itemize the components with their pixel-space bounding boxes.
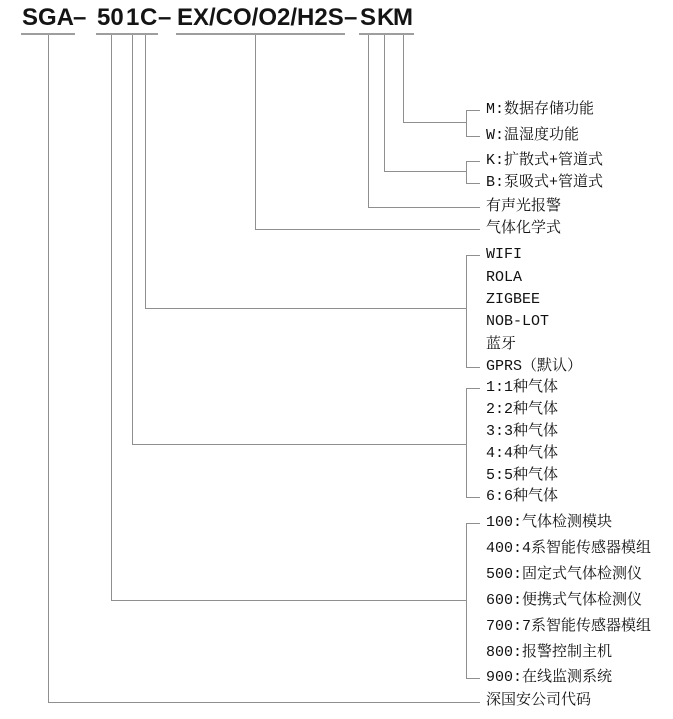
bracket-series-spine — [466, 523, 467, 678]
code-segment-storage: M — [392, 6, 414, 35]
connector-alarm-line — [368, 207, 480, 208]
bracket-comm-stub-top — [466, 255, 480, 256]
label-series-400: 400:4系智能传感器模组 — [486, 540, 652, 557]
label-series-900: 900:在线监测系统 — [486, 669, 613, 686]
code-segment-sampling: K — [376, 6, 395, 35]
code-segment-gas-formula: EX/CO/O2/H2S — [176, 6, 345, 35]
bracket-series-stub-bottom — [466, 678, 480, 679]
code-separator-2: – — [158, 4, 172, 31]
code-segment-alarm: S — [359, 6, 377, 35]
label-comm-gprs: GPRS（默认） — [486, 358, 583, 375]
label-storage-m: M:数据存储功能 — [486, 101, 595, 118]
bracket-sampling-stub-top — [466, 161, 480, 162]
connector-series-vertical — [111, 35, 112, 600]
label-series-600: 600:便携式气体检测仪 — [486, 592, 643, 609]
label-series-100: 100:气体检测模块 — [486, 514, 613, 531]
bracket-storage-spine — [466, 110, 467, 137]
label-comm-zigbee: ZIGBEE — [486, 291, 541, 308]
connector-comm-vertical — [145, 35, 146, 308]
connector-company-vertical — [48, 35, 49, 703]
connector-series-feed — [111, 600, 466, 601]
code-segment-gas-count: 1 — [125, 6, 140, 35]
bracket-sampling-spine — [466, 161, 467, 184]
label-comm-nob-lot: NOB-LOT — [486, 313, 550, 330]
connector-comm-feed — [145, 308, 466, 309]
code-segment-company: SGA — [21, 6, 75, 35]
connector-storage-vertical — [403, 35, 404, 122]
label-gas-count-5: 5:5种气体 — [486, 467, 559, 484]
label-alarm: 有声光报警 — [486, 198, 562, 215]
code-separator-3: – — [344, 4, 358, 31]
label-sampling-k: K:扩散式+管道式 — [486, 152, 604, 169]
connector-sampling-vertical — [384, 35, 385, 171]
label-comm-rola: ROLA — [486, 269, 523, 286]
bracket-gas-count-stub-bottom — [466, 497, 480, 498]
label-series-500: 500:固定式气体检测仪 — [486, 566, 643, 583]
connector-gas-count-vertical — [132, 35, 133, 444]
code-segment-series: 50 — [96, 6, 125, 35]
label-series-700: 700:7系智能传感器模组 — [486, 618, 652, 635]
label-gas-count-6: 6:6种气体 — [486, 488, 559, 505]
label-company-code: 深国安公司代码 — [486, 692, 592, 709]
label-storage-w: W:温湿度功能 — [486, 127, 580, 144]
label-gas-count-4: 4:4种气体 — [486, 445, 559, 462]
label-gas-count-2: 2:2种气体 — [486, 401, 559, 418]
bracket-gas-count-stub-top — [466, 388, 480, 389]
bracket-series-stub-top — [466, 523, 480, 524]
connector-alarm-vertical — [368, 35, 369, 207]
connector-storage-feed — [403, 122, 466, 123]
bracket-storage-stub-bottom — [466, 136, 480, 137]
connector-gas-count-feed — [132, 444, 466, 445]
bracket-comm-spine — [466, 255, 467, 368]
bracket-gas-count-spine — [466, 388, 467, 498]
code-segment-comm: C — [139, 6, 158, 35]
label-gas-count-1: 1:1种气体 — [486, 379, 559, 396]
code-separator-1: – — [73, 4, 87, 31]
connector-formula-line — [255, 229, 480, 230]
bracket-sampling-stub-bottom — [466, 183, 480, 184]
label-sampling-b: B:泵吸式+管道式 — [486, 174, 604, 191]
connector-company-line — [48, 702, 480, 703]
label-gas-count-3: 3:3种气体 — [486, 423, 559, 440]
label-comm-wifi: WIFI — [486, 246, 523, 263]
label-comm-bluetooth: 蓝牙 — [486, 336, 517, 353]
connector-sampling-feed — [384, 171, 466, 172]
bracket-storage-stub-top — [466, 110, 480, 111]
bracket-comm-stub-bottom — [466, 367, 480, 368]
label-gas-formula: 气体化学式 — [486, 220, 562, 237]
connector-formula-vertical — [255, 35, 256, 229]
label-series-800: 800:报警控制主机 — [486, 644, 613, 661]
